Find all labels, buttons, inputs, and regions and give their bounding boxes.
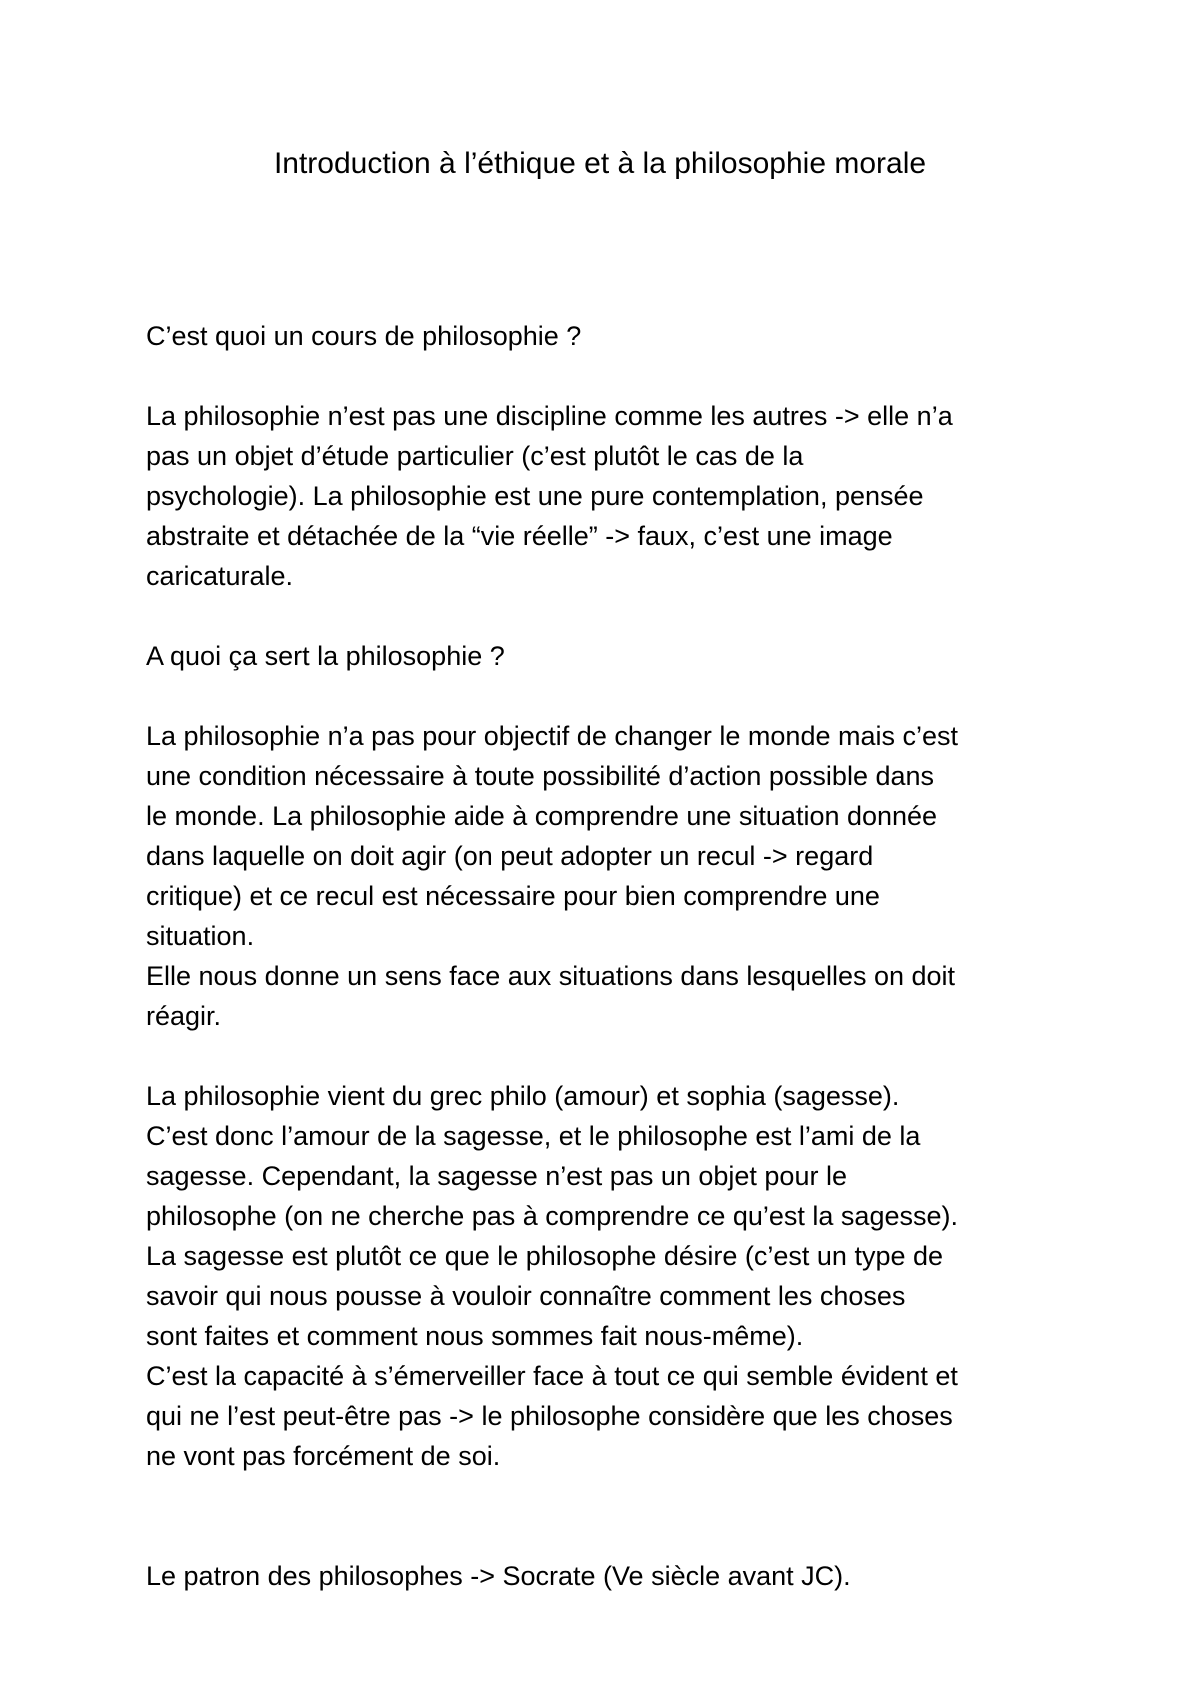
paragraph-2	[146, 396, 1086, 596]
text-line: Elle nous donne un sens face aux situations dans lesquelles on doit	[146, 961, 956, 991]
paragraph-5	[146, 1076, 1086, 1476]
text-line: caricaturale.	[146, 561, 294, 591]
text-line: sagesse. Cependant, la sagesse n’est pas un objet pour le	[146, 1161, 847, 1191]
blank-line	[146, 1476, 1086, 1516]
text-line: abstraite et détachée de la “vie réelle” -> faux, c’est une image	[146, 521, 893, 551]
text-line: psychologie). La philosophie est une pure contemplation, pensée	[146, 481, 924, 511]
text-line: sont faites et comment nous sommes fait nous-même).	[146, 1321, 804, 1351]
text-line: ne vont pas forcément de soi.	[146, 1441, 501, 1471]
text-line: A quoi ça sert la philosophie ?	[146, 641, 505, 671]
blank-line	[146, 596, 1086, 636]
blank-line	[146, 1516, 1086, 1556]
blank-line	[146, 1036, 1086, 1076]
text-line: dans laquelle on doit agir (on peut adopter un recul -> regard	[146, 841, 874, 871]
text-line: philosophe (on ne cherche pas à comprendre ce qu’est la sagesse).	[146, 1201, 958, 1231]
text-line: pas un objet d’étude particulier (c’est plutôt le cas de la	[146, 441, 804, 471]
text-line: Le patron des philosophes -> Socrate (Ve siècle avant JC).	[146, 1561, 851, 1591]
blank-line	[146, 276, 1086, 316]
text-line: critique) et ce recul est nécessaire pour bien comprendre une	[146, 881, 880, 911]
blank-line	[146, 356, 1086, 396]
text-line: une condition nécessaire à toute possibilité d’action possible dans	[146, 761, 935, 791]
text-line: C’est quoi un cours de philosophie ?	[146, 321, 582, 351]
text-line: situation.	[146, 921, 255, 951]
text-line: C’est la capacité à s’émerveiller face à tout ce qui semble évident et	[146, 1361, 958, 1391]
text-line: C’est donc l’amour de la sagesse, et le philosophe est l’ami de la	[146, 1121, 921, 1151]
paragraph-4	[146, 716, 1086, 1036]
document-title: Introduction à l’éthique et à la philosophie morale	[273, 147, 927, 180]
paragraph-6	[146, 1556, 1086, 1596]
text-line: réagir.	[146, 1001, 222, 1031]
paragraph-3	[146, 636, 1086, 676]
paragraph-1	[146, 316, 1086, 356]
text-line: La philosophie vient du grec philo (amour) et sophia (sagesse).	[146, 1081, 900, 1111]
document-body	[146, 276, 1086, 1596]
text-line: savoir qui nous pousse à vouloir connaître comment les choses	[146, 1281, 906, 1311]
text-line: La sagesse est plutôt ce que le philosophe désire (c’est un type de	[146, 1241, 944, 1271]
blank-line	[146, 676, 1086, 716]
text-line: le monde. La philosophie aide à comprendre une situation donnée	[146, 801, 938, 831]
text-line: La philosophie n’est pas une discipline comme les autres -> elle n’a	[146, 401, 953, 431]
text-line: La philosophie n’a pas pour objectif de changer le monde mais c’est	[146, 721, 959, 751]
text-line: qui ne l’est peut-être pas -> le philosophe considère que les choses	[146, 1401, 953, 1431]
